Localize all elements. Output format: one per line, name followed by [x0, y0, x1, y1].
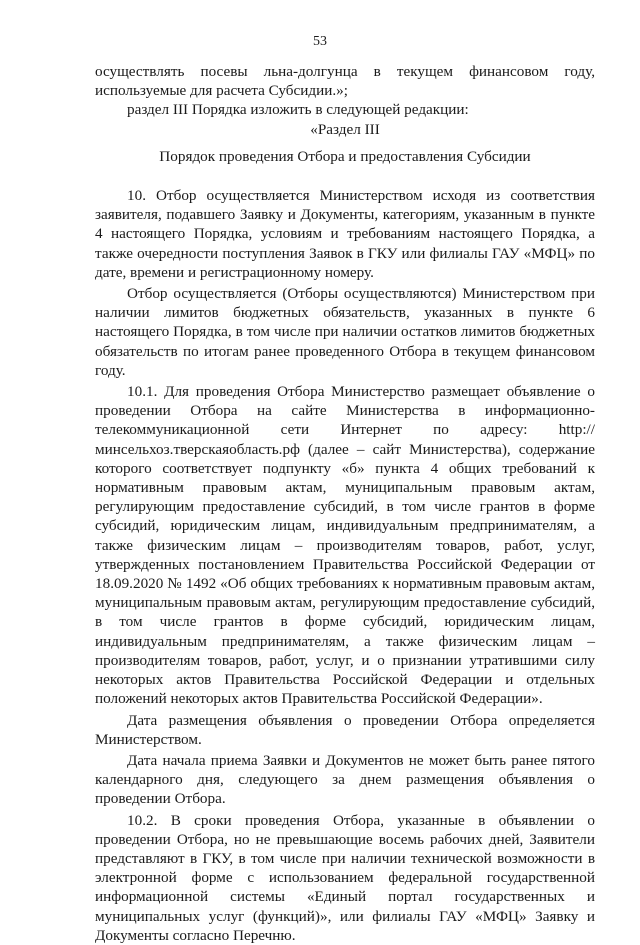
paragraph-clause-10-2: 10.2. В сроки проведения Отбора, указанные в объявлении о проведении Отбора, но не превышающие восемь рабочих дней, Заявители представляют в ГКУ, в том числе при наличии технической возможности в электронной форме с использованием федеральной государственной информационной системы «Единый портал государственных и муниципальных услуг (функций)», или филиалы ГАУ «МФЦ» Заявку и Документы согласно Перечню.: [95, 811, 595, 944]
paragraph-continuation: осуществлять посевы льна-долгунца в текущем финансовом году, используемые для расчета Субсидии.»;: [95, 63, 595, 100]
paragraph-clause-10-1: 10.1. Для проведения Отбора Министерство размещает объявление о проведении Отбора на сайте Министерства в информационно-телекоммуникационной сети Интернет по адресу: http://минсельхоз.тверскаяобласть.рф (далее – сайт Министерства), содержание которого соответствует подпункту «б» пункта 4 общих требований к нормативным правовым актам, муниципальным правовым актам, регулирующим предоставление субсидий, в том числе грантов в форме субсидий, юридическим лицам, индивидуальным предпринимателям, а также физическим лицам – производителям товаров, работ, услуг, утвержденных постановлением Правительства Российской Федерации от 18.09.2020 № 1492 «Об общих требованиях к нормативным правовым актам, муниципальным правовым актам, регулирующим предоставление субсидий, в том числе грантов в форме субсидий, юридическим лицам, индивидуальным предпринимателям, а также физическим лицам – производителям товаров, работ, услуг, и о признании утратившими силу некоторых актов Правительства Российской Федерации и отдельных положений некоторых актов Правительства Российской Федерации».: [95, 383, 595, 708]
document-body: [95, 62, 595, 945]
paragraph-amendment-intro: раздел III Порядка изложить в следующей редакции:: [127, 101, 469, 119]
section-title: Порядок проведения Отбора и предоставления Субсидии: [159, 147, 531, 165]
paragraph-application-start: Дата начала приема Заявки и Документов не может быть ранее пятого календарного дня, следующего за днем размещения объявления о проведении Отбора.: [95, 751, 595, 808]
page-number: 53: [313, 34, 327, 49]
paragraph-clause-10: 10. Отбор осуществляется Министерством исходя из соответствия заявителя, подавшего Заявку и Документы, категориям, указанным в пункте 4 настоящего Порядка, условиям и требованиям настоящего Порядка, а также очередности поступления Заявок в ГКУ или филиалы ГАУ «МФЦ» по дате, времени и регистрационному номеру.: [95, 187, 595, 281]
paragraph-announcement-date: Дата размещения объявления о проведении Отбора определяется Министерством.: [95, 711, 595, 748]
paragraph-selection-limits: Отбор осуществляется (Отборы осуществляются) Министерством при наличии лимитов бюджетных обязательств, указанных в пункте 6 настоящего Порядка, в том числе при наличии остатков лимитов бюджетных обязательств по итогам ранее проведенного Отбора в текущем финансовом году.: [95, 285, 595, 379]
section-heading: «Раздел III: [310, 120, 380, 138]
